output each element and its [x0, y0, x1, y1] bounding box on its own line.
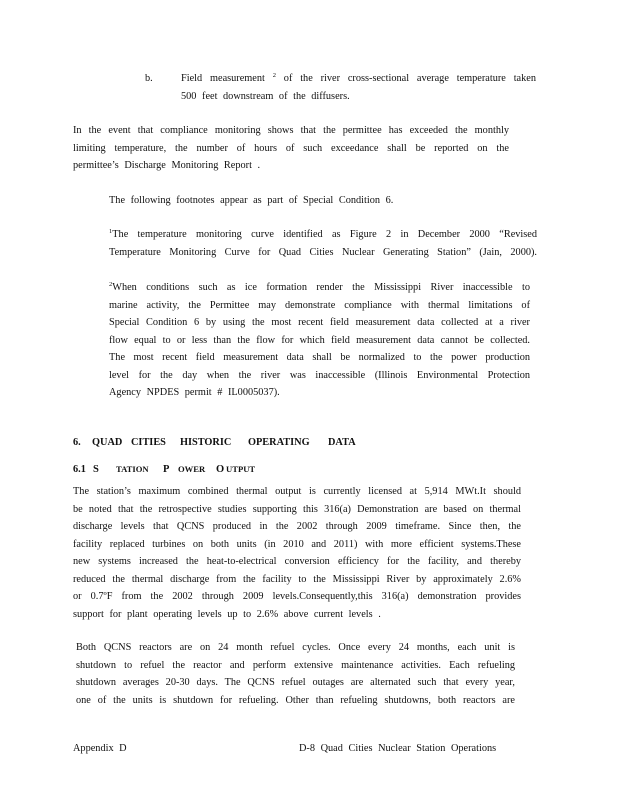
section-6-word: QUAD: [92, 437, 123, 448]
footnote-line: Temperature Monitoring Curve for Quad Cities Nuclear Generating Station” (Jain, 2000).: [109, 246, 537, 258]
section-6-1-word: OWER: [178, 464, 206, 474]
paragraph-line: be noted that the retrospective studies supporting this 316(a) Demonstration are based on thermal: [73, 503, 521, 515]
section-6-1-word: S: [93, 464, 99, 475]
section-6-word: CITIES: [131, 437, 166, 448]
refuel-paragraph: [76, 639, 515, 709]
paragraph-line: The station’s maximum combined thermal output is currently licensed at 5,914 MWt.It should: [73, 486, 521, 497]
item-b-line1-post: of the river cross-sectional average temperature taken: [283, 73, 536, 84]
section-6-1-word: TATION: [116, 464, 149, 474]
station-output-paragraph: [73, 483, 521, 623]
section-6-word: HISTORIC: [180, 437, 232, 448]
section-6-word: DATA: [328, 437, 356, 448]
footnote-line: [109, 279, 530, 297]
footnote-line: marine activity, the Permittee may demonstrate compliance with thermal limitations of: [109, 299, 530, 311]
footnote-marker: 2: [109, 281, 113, 288]
section-6-1-word: UTPUT: [226, 464, 256, 474]
footer-left: Appendix D: [73, 743, 127, 754]
paragraph-line: shutdown to refuel the reactor and perform extensive maintenance activities. Each refueling: [76, 659, 515, 671]
footnote-line: flow equal to or less than the flow for which field measurement data cannot be collected.: [109, 334, 530, 346]
item-b-label: b.: [145, 73, 153, 84]
footnote-ref-2: 2: [272, 72, 276, 79]
item-b-text: [181, 70, 536, 105]
item-b-line: 500 feet downstream of the diffusers.: [181, 90, 350, 102]
footnote-intro: The following footnotes appear as part of Special Condition 6.: [109, 195, 394, 206]
section-6-1-word: P: [163, 464, 170, 475]
paragraph-line: reduced the thermal discharge from the facility to the Mississippi River by approximately 2.6%: [73, 573, 521, 585]
footer-right: D-8 Quad Cities Nuclear Station Operations: [299, 743, 497, 754]
paragraph-line: support for plant operating levels up to 2.6% above current levels .: [73, 608, 381, 620]
paragraph-line: permittee’s Discharge Monitoring Report .: [73, 160, 261, 171]
footnote-line: level for the day when the river was inaccessible (Illinois Environmental Protection: [109, 369, 530, 381]
paragraph-line: facility replaced turbines on both units (in 2010 and 2011) with more efficient systems.These: [73, 538, 521, 550]
footnote-line: Agency NPDES permit # IL0005037).: [109, 387, 280, 398]
footnote-2: [109, 279, 530, 402]
paragraph-line: new systems increased the heat-to-electrical conversion efficiency for the facility, and thereby: [73, 556, 521, 567]
footnote-1-line1: The temperature monitoring curve identified as Figure 2 in December 2000 “Revised: [112, 229, 537, 240]
footnote-2-line1: When conditions such as ice formation render the Mississippi River inaccessible to: [112, 282, 530, 293]
paragraph-line: one of the units is shutdown for refueling. Other than refueling shutdowns, both reactors are: [76, 694, 515, 706]
paragraph-line: Both QCNS reactors are on 24 month refuel cycles. Once every 24 months, each unit is: [76, 642, 515, 653]
footnote-line: The most recent field measurement data shall be normalized to the power production: [109, 352, 530, 363]
section-6-number: 6.: [73, 437, 81, 448]
footnote-line: Special Condition 6 by using the most recent field measurement data collected at a river: [109, 317, 530, 328]
compliance-paragraph: [73, 122, 509, 175]
item-b-line: [181, 70, 536, 88]
paragraph-line: shutdown averages 20-30 days. The QCNS refuel outages are alternated such that every year,: [76, 677, 515, 688]
paragraph-line: In the event that compliance monitoring shows that the permittee has exceeded the monthly: [73, 125, 509, 136]
footnote-1: [109, 226, 537, 261]
footnote-line: [109, 226, 537, 244]
footnote-marker: 1: [109, 228, 113, 235]
section-6-word: OPERATING: [248, 437, 310, 448]
paragraph-line: or 0.7ºF from the 2002 through 2009 levels.Consequently,this 316(a) demonstration provides: [73, 591, 521, 602]
item-b-line1-pre: Field measurement: [181, 73, 265, 84]
paragraph-line: discharge levels that QCNS produced in the 2002 through 2009 timeframe. Since then, the: [73, 521, 521, 532]
section-6-1-number: 6.1: [73, 464, 86, 475]
section-6-1-word: O: [216, 464, 225, 475]
paragraph-line: limiting temperature, the number of hours of such exceedance shall be reported on the: [73, 142, 509, 154]
